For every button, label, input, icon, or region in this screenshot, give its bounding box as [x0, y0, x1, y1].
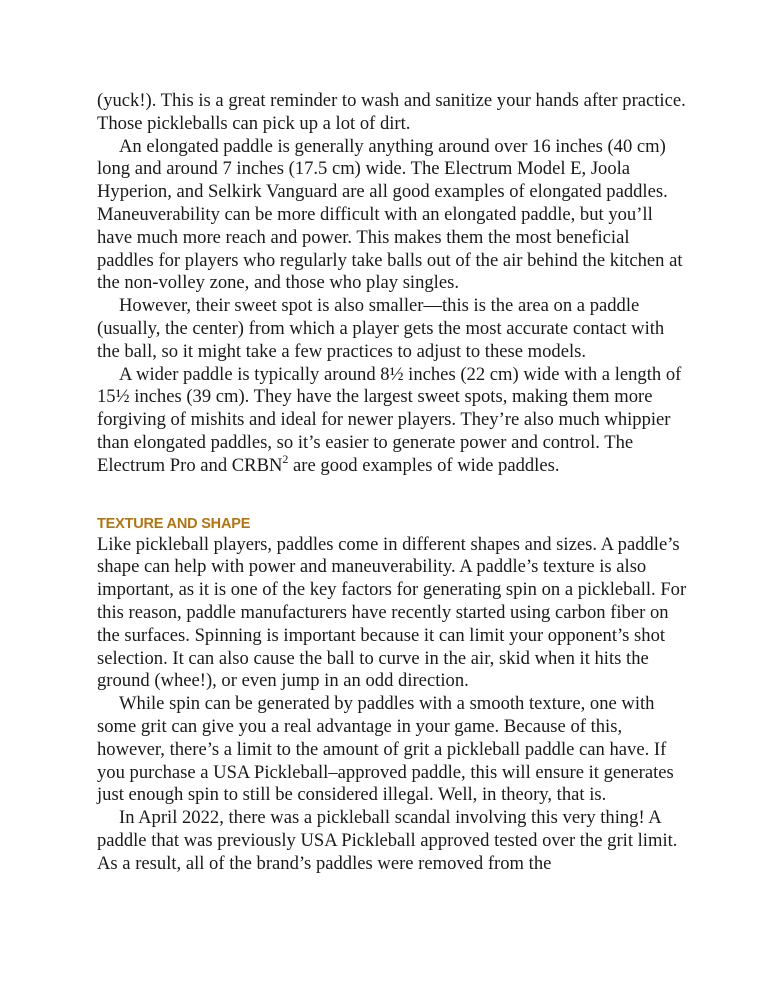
paragraph-shapes-and-sizes: Like pickleball players, paddles come in different shapes and sizes. A paddle’s shape can help with power and maneuverability. A paddle’s texture is also important, as it is one of the key factors for generating spin on a pickleball. For this reason, paddle manufacturers have recently started using carbon fiber on the surfaces. Spinning is important because it can limit your opponent’s shot selection. It can also cause the ball to curve in the air, skid when it hits the ground (whee!), or even jump in an odd direction.: [97, 533, 687, 692]
paragraph-grit: While spin can be generated by paddles with a smooth texture, one with some grit can give you a real advantage in your game. Because of this, however, there’s a limit to the amount of grit a pickleball paddle can have. If you purchase a USA Pickleball–approved paddle, this will ensure it generates just enough spin to still be considered illegal. Well, in theory, that is.: [97, 693, 674, 806]
paragraph-elongated-paddle: An elongated paddle is generally anything around over 16 inches (40 cm) long and around 7 inches (17.5 cm) wide. The Electrum Model E, Joola Hyperion, and Selkirk Vanguard are all good examples of elongated paddles. Maneuverability can be more difficult with an elongated paddle, but you’ll have much more reach and power. This makes them the most beneficial paddles for players who regularly take balls out of the air behind the kitchen at the non-volley zone, and those who play singles.: [97, 135, 683, 294]
wide-paddle-text: A wider paddle is typically around 8½ inches (22 cm) wide with a length of 15½ inches (39 cm). They have the largest sweet spots, making them more forgiving of mishits and ideal for newer players. They’re also much whippier than elongated paddles, so it’s easier to generate power and control. The Electrum Pro and CRBN: [97, 363, 682, 476]
paragraph-sweet-spot: However, their sweet spot is also smaller—this is the area on a paddle (usually, the center) from which a player gets the most accurate contact with the ball, so it might take a few practices to adjust to these models.: [97, 295, 665, 362]
wide-paddle-text-end: are good examples of wide paddles.: [288, 454, 560, 476]
paragraph-continuation: (yuck!). This is a great reminder to wash and sanitize your hands after practice. Those pickleballs can pick up a lot of dirt.: [97, 90, 686, 134]
page-body: [97, 90, 687, 876]
crbn-superscript: 2: [282, 451, 289, 466]
paragraph-wide-paddle: [97, 364, 687, 478]
section-heading-texture-and-shape: TEXTURE AND SHAPE: [97, 515, 251, 532]
paragraph-scandal: In April 2022, there was a pickleball scandal involving this very thing! A paddle that was previously USA Pickleball approved tested over the grit limit. As a result, all of the brand’s paddles were removed from the: [97, 807, 678, 874]
